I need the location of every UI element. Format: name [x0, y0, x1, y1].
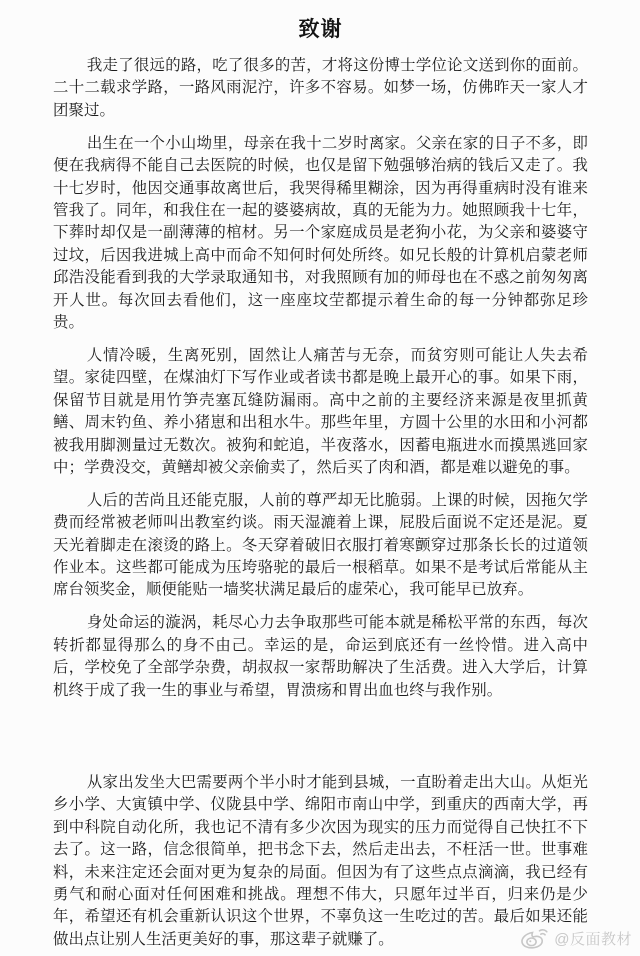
paragraph-4: 人后的苦尚且还能克服，人前的尊严却无比脆弱。上课的时候，因拖欠学费而经常被老师叫出教室约谈。雨天湿漉着上课，屁股后面说不定还是泥。夏天光着脚走在滚烫的路上。冬天穿着破旧衣服打着寒颤穿过那条长长的过道领作业本。这些都可能成为压垮骆驼的最后一根稻草。如果不是考试后常能从主席台领奖金，顺便能贴一墙奖状满足最后的虚荣心，我可能早已放弃。: [53, 491, 588, 599]
paragraph-2: 出生在一个小山坳里，母亲在我十二岁时离家。父亲在家的日子不多，即便在我病得不能自己去医院的时候，也仅是留下勉强够治病的钱后又走了。我十七岁时，他因交通事故离世后，我哭得稀里糊涂，因为再得重病时没有谁来管我了。同年，和我住在一起的婆婆病故，真的无能为力。她照顾我十七年，下葬时却仅是一副薄薄的棺材。另一个家庭成员是老狗小花，为父亲和婆婆守过坟，后因我进城上高中而命不知何时何处所终。如兄长般的计算机启蒙老师邱浩没能看到我的大学录取通知书，对我照顾有加的师母也在不惑之前匆匆离开人世。每次回去看他们，这一座座坟茔都提示着生命的每一分钟都弥足珍贵。: [53, 134, 588, 331]
paragraph-6: 从家出发坐大巴需要两个半小时才能到县城，一直盼着走出大山。从炬光乡小学、大寅镇中学、仪陇县中学、绵阳市南山中学，到重庆的西南大学，再到中科院自动化所，我也记不清有多少次因为现实的压力而觉得自己快扛不下去了。这一路，信念很简单，把书念下去，然后走出去，不枉活一世。世事难料，未来注定还会面对更为复杂的局面。但因为有了这些点点滴滴，我已经有勇气和耐心面对任何困难和挑战。理想不伟大，只愿年过半百，归来仍是少年，希望还有机会重新认识这个世界，不辜负这一生吃过的苦。最后如果还能做出点让别人生活更美好的事，那这辈子就赚了。: [53, 773, 588, 948]
watermark-handle: @反面教材: [554, 930, 632, 948]
watermark: [520, 926, 632, 950]
weibo-icon: [520, 926, 550, 950]
paragraph-3: 人情冷暖，生离死别，固然让人痛苦与无奈，而贫穷则可能让人失去希望。家徒四壁，在煤油灯下写作业或者读书都是晚上最开心的事。如果下雨，保留节目就是用竹笋壳塞瓦缝防漏雨。高中之前的主要经济来源是夜里抓黄鳝、周末钓鱼、养小猪崽和出租水牛。那些年里，方圆十公里的水田和小河都被我用脚测量过无数次。被狗和蛇追，半夜落水，因蓄电瓶进水而摸黑逃回家中；学费没交，黄鳝却被父亲偷卖了，然后买了肉和酒，都是难以避免的事。: [53, 346, 588, 476]
page-title: 致谢: [298, 17, 343, 41]
paragraph-5: 身处命运的漩涡，耗尽心力去争取那些可能本就是稀松平常的东西，每次转折都显得那么的身不由己。幸运的是，命运到底还有一丝怜惜。进入高中后，学校免了全部学杂费，胡叔叔一家帮助解决了生活费。进入大学后，计算机终于成了我一生的事业与希望，胃溃疡和胃出血也终与我作别。: [53, 614, 588, 699]
paragraph-1: 我走了很远的路，吃了很多的苦，才将这份博士学位论文送到你的面前。二十二载求学路，一路风雨泥泞，许多不容易。如梦一场，仿佛昨天一家人才团聚过。: [53, 57, 588, 119]
